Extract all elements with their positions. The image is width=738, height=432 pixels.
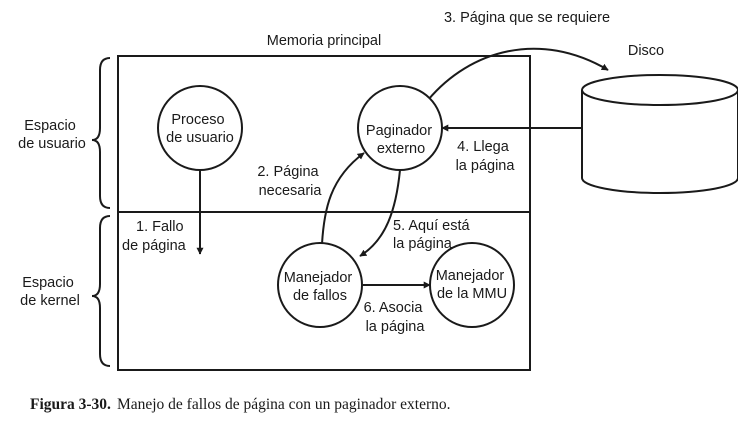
external-pager-label: Paginador externo — [365, 123, 433, 157]
step-5-label: 5. Aquí está la página — [393, 218, 470, 252]
figure-number: Figura 3-30. — [30, 396, 111, 413]
user-space-brace — [92, 58, 110, 208]
arrow-page-needed — [322, 153, 364, 244]
user-space-label: Espacio de usuario — [18, 118, 86, 152]
figure-caption — [30, 396, 730, 420]
user-process-label: Proceso de usuario — [166, 112, 234, 146]
figure-caption-text: Manejo de fallos de página con un paginador externo. — [116, 396, 451, 413]
mmu-handler-label: Manejador de la MMU — [435, 268, 508, 302]
kernel-space-brace — [92, 216, 110, 366]
step-6-label: 6. Asocia la página — [363, 300, 425, 335]
mmu-handler-node — [430, 243, 514, 327]
step-3-label: 3. Página que se requiere — [443, 10, 611, 26]
fault-handler-label: Manejador de fallos — [283, 270, 353, 304]
user-process-node — [158, 86, 242, 170]
step-1-label: 1. Fallo de página — [122, 219, 186, 254]
disk-label: Disco — [627, 43, 665, 59]
memory-label: Memoria principal — [266, 33, 382, 49]
kernel-space-label: Espacio de kernel — [20, 275, 80, 309]
disk-icon — [582, 75, 738, 193]
step-4-label: 4. Llega la página — [455, 139, 515, 174]
step-2-label: 2. Página necesaria — [257, 164, 322, 199]
